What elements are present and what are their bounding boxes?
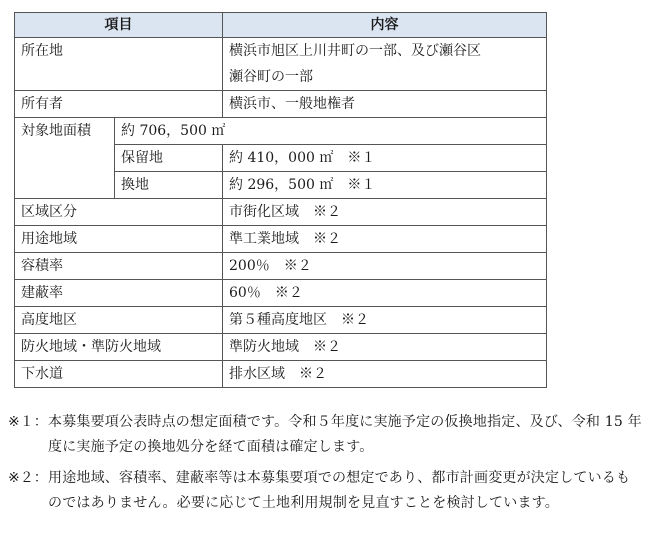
footnote-mark: ※２：	[8, 470, 48, 486]
footnote-1	[8, 410, 644, 460]
location-line-1: 横浜市旭区上川井町の一部、及び瀬谷区	[229, 43, 481, 59]
row-label: 下水道	[15, 361, 223, 388]
footnote-text: 用途地域、容積率、建蔽率等は本募集要項での想定であり、都市計画変更が決定しているものではありません。必要に応じて土地利用規制を見直すことを検討しています。	[48, 470, 631, 511]
property-spec-table	[14, 12, 547, 388]
table-row-zoning-class	[15, 199, 547, 226]
location-line-2: 瀬谷町の一部	[229, 69, 313, 85]
row-value: 横浜市、一般地権者	[223, 91, 547, 118]
sub-label: 保留地	[115, 145, 223, 172]
row-label: 建蔽率	[15, 280, 223, 307]
table-row-fire	[15, 334, 547, 361]
table-row-use-zone	[15, 226, 547, 253]
footnote-2	[8, 466, 644, 516]
row-value: 約 296，500 ㎡ ※１	[223, 172, 547, 199]
footnote-mark: ※１：	[8, 414, 48, 430]
header-item: 項目	[15, 13, 223, 38]
row-value: 60％ ※２	[223, 280, 547, 307]
row-value: 約 706，500 ㎡	[115, 118, 547, 145]
row-value: 排水区域 ※２	[223, 361, 547, 388]
table-row-owner	[15, 91, 547, 118]
row-value: 第５種高度地区 ※２	[223, 307, 547, 334]
header-content: 内容	[223, 13, 547, 38]
row-label: 所在地	[15, 38, 223, 91]
row-value: 市街化区域 ※２	[223, 199, 547, 226]
row-label: 用途地域	[15, 226, 223, 253]
table-row-bcr	[15, 280, 547, 307]
table-row-height	[15, 307, 547, 334]
row-value: 準防火地域 ※２	[223, 334, 547, 361]
footnote-text: 本募集要項公表時点の想定面積です。令和５年度に実施予定の仮換地指定、及び、令和 15 年度に実施予定の換地処分を経て面積は確定します。	[48, 414, 642, 455]
table-row-far	[15, 253, 547, 280]
row-value: 準工業地域 ※２	[223, 226, 547, 253]
row-label: 防火地域・準防火地域	[15, 334, 223, 361]
row-value: 約 410，000 ㎡ ※１	[223, 145, 547, 172]
table-row-sewer	[15, 361, 547, 388]
table-header-row	[15, 13, 547, 38]
row-label: 対象地面積	[15, 118, 115, 199]
row-value	[223, 38, 547, 91]
row-label: 区域区分	[15, 199, 223, 226]
footnotes	[8, 410, 644, 522]
row-label: 所有者	[15, 91, 223, 118]
sub-label: 換地	[115, 172, 223, 199]
row-label: 高度地区	[15, 307, 223, 334]
row-value: 200％ ※２	[223, 253, 547, 280]
table-row-area	[15, 118, 547, 145]
table-row-location	[15, 38, 547, 91]
row-label: 容積率	[15, 253, 223, 280]
